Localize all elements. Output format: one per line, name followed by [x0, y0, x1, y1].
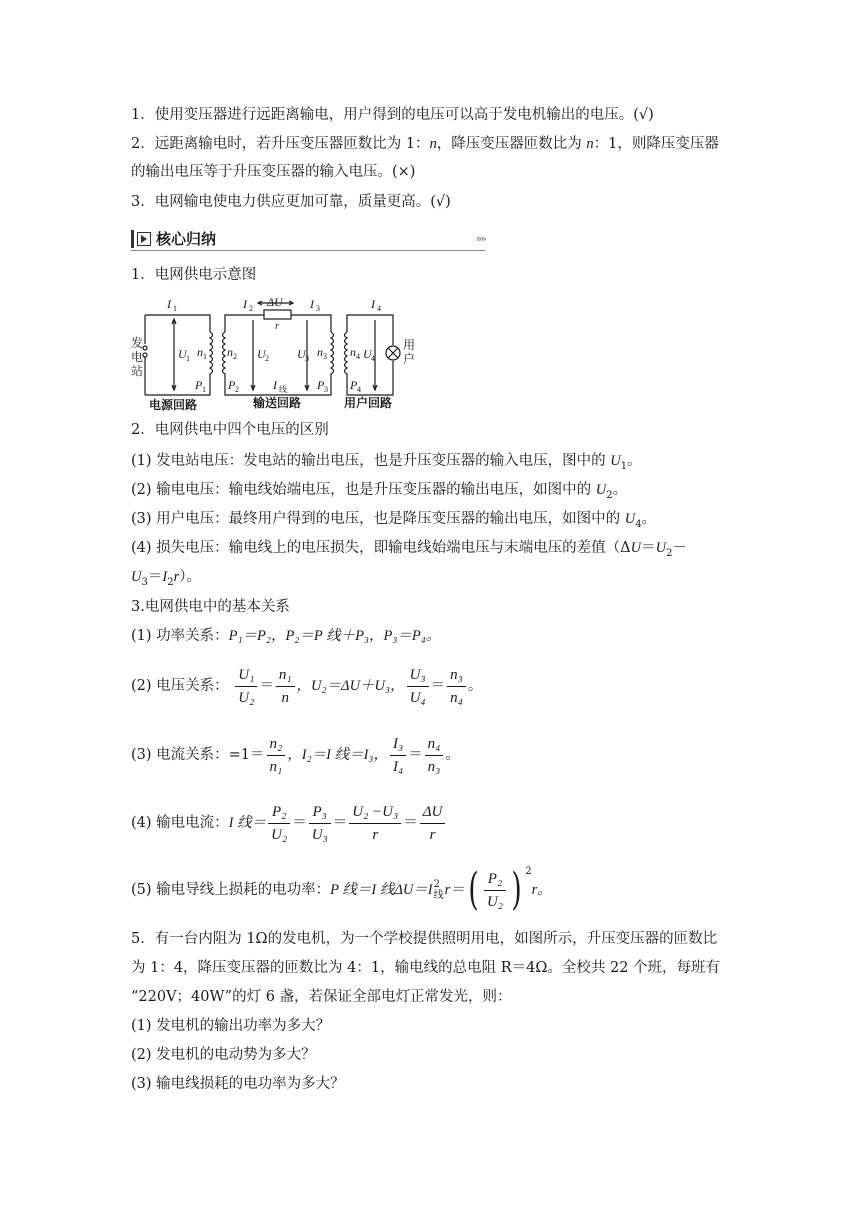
label-i1: I: [167, 297, 171, 311]
voltage-item-2-sub: 2: [606, 489, 613, 501]
voltage-item-4-eq: ＝: [641, 540, 656, 556]
problem-line-1: 5．有一台内阻为 1Ω的发电机，为一个学校提供照明用电，如图所示，升压变压器的匝数比: [131, 931, 718, 947]
fraction-p3-u3: [309, 802, 331, 845]
problem-question-1: (1) 发电机的输出功率为多大？: [131, 1018, 331, 1034]
label-i4-sub: 4: [377, 304, 381, 313]
relation-power-loss-square: 2: [525, 866, 532, 878]
voltage-item-4-i2-sub: 2: [167, 576, 174, 588]
problem-question-2: (2) 发电机的电动势为多大？: [131, 1047, 316, 1063]
voltage-item-4-end: ）。: [179, 569, 201, 585]
fraction-n3-n4-num: n₃: [447, 665, 466, 687]
label-loop-source: 电源回路: [149, 398, 198, 412]
label-r: r: [275, 321, 279, 332]
right-paren: ): [511, 864, 522, 915]
label-n2: n: [227, 345, 233, 359]
judgment-item-2-text-b: ，降压变压器匝数比为: [436, 136, 587, 152]
voltages-heading: 2．电网供电中四个电压的区别: [131, 422, 329, 438]
fraction-n2-n1-num: n₂: [267, 734, 286, 756]
label-u3-sub: 3: [305, 354, 309, 363]
relation-current: (3) 电流关系：=1＝ $\frac{\text{n₂}}{\text{n₁}}$ ，I₂＝I 线＝I₃， $\frac{\text{I₃}}{\text{I₄}}$ ＝ $\frac{\text{n₄}}{\text{n₃}}$ 。: [131, 735, 460, 775]
relation-voltage: (2) 电压关系： $\frac{\text{U₁}}{\text{U₂}}$ ＝ $\frac{\text{n₁}}{n}$ ，U₂＝ΔU＋U₃， $\frac{\text{U₃}}{\text{U₄}}$ ＝ $\frac{\text{n₃}}{\text{n₄}}$ 。: [131, 666, 483, 706]
voltage-item-4: [131, 538, 687, 558]
relation-power-label: (1) 功率关系：: [131, 628, 229, 644]
fraction-u3-u4: [407, 665, 429, 708]
voltage-item-2-text: (2) 输电电压：输电线始端电压，也是升压变压器的输出电压，如图中的: [131, 482, 596, 498]
label-iline-sub: 线: [279, 385, 287, 394]
fraction-p2-u2-sq-den: U₂: [486, 893, 504, 910]
problem-line-3: “220V；40W”的灯 6 盏，若保证全部电灯正常发光，则：: [131, 989, 512, 1005]
label-p1-sub: 1: [202, 385, 206, 394]
voltage-item-3-var: U: [624, 511, 636, 527]
voltage-item-2: [131, 480, 627, 500]
coil-n3: [331, 332, 334, 378]
label-user-1: 用: [403, 338, 416, 352]
label-user-2: 户: [403, 352, 416, 366]
voltage-item-4-i2: I: [162, 569, 168, 585]
label-u4: U: [363, 347, 372, 361]
diagram-heading: 1．电网供电示意图: [131, 267, 257, 283]
relation-current-mid: ，I₂＝I 线＝I₃，: [287, 747, 388, 763]
relation-voltage-label: (2) 电压关系：: [131, 678, 229, 694]
voltage-item-1-sub: 1: [620, 460, 628, 472]
voltage-item-4-minus: －: [672, 540, 687, 556]
voltage-item-4-u3-sub: 3: [141, 576, 148, 588]
fraction-n1-n: [276, 665, 295, 708]
section-header-bar: [131, 230, 134, 248]
fraction-u3-u4-den: U₄: [409, 689, 426, 706]
fraction-p2-u2-sq: [484, 869, 506, 912]
voltage-item-4-text: (4) 损失电压：输电线上的电压损失，即输电线始端电压与末端电压的差值（Δ: [131, 540, 631, 556]
label-p4: P: [350, 378, 358, 392]
label-n1-sub: 1: [203, 352, 207, 361]
voltage-item-4-du: U: [630, 540, 642, 556]
section-header: [131, 228, 485, 250]
voltage-item-3: [131, 509, 656, 529]
label-n3-sub: 3: [323, 352, 327, 361]
relation-power-formula: P₁＝P₂，P₂＝P 线＋P₃，P₃＝P₄。: [228, 628, 441, 644]
fraction-p3-u3-num: P₃: [309, 802, 331, 824]
voltage-item-4-r: r: [173, 569, 180, 585]
label-gen-2: 电: [131, 350, 144, 364]
fraction-n3-n4: [447, 665, 466, 708]
play-icon: [137, 232, 151, 246]
relation-line-current: (4) 输电电流：I 线＝ $\frac{\text{P₂}}{\text{U₂}}$ ＝ $\frac{\text{P₃}}{\text{U₃}}$ ＝ $\frac{\text{U₂ −U₃}}{r}$ ＝ $\frac{\Delta U}{r}$: [131, 801, 447, 845]
judgment-item-2-var-n: n: [429, 136, 437, 152]
fraction-n4-n3-num: n₄: [425, 734, 444, 756]
voltage-item-4-eq2: ＝: [147, 569, 163, 585]
fraction-du-r: [420, 802, 446, 845]
label-n4-sub: 4: [356, 352, 360, 361]
label-p3: P: [317, 378, 325, 392]
judgment-item-3: 3．电网输电使电力供应更加可靠，质量更高。(√): [131, 194, 451, 210]
lamp-cross: [388, 348, 398, 358]
label-n4: n: [350, 345, 356, 359]
fraction-u1-u2-num: U₁: [235, 665, 257, 687]
voltage-item-4-u3: U: [131, 569, 142, 585]
relation-voltage-mid: ，U₂＝ΔU＋U₃，: [296, 678, 405, 694]
coil-n4: [345, 332, 348, 378]
label-i1-sub: 1: [173, 304, 177, 313]
voltage-item-4-cont: [131, 567, 201, 587]
fraction-p2-u2-sq-num: P₂: [484, 869, 506, 891]
voltage-item-2-end: 。: [612, 482, 628, 498]
relation-voltage-end: 。: [467, 678, 483, 694]
voltage-item-3-sub: 4: [635, 518, 642, 530]
label-u3: U: [297, 347, 306, 361]
fraction-u2mu3-r-num: U₂ −U₃: [349, 802, 401, 824]
relations-heading: 3.电网供电中的基本关系: [131, 599, 290, 615]
fraction-p2-u2-num: P₂: [268, 802, 290, 824]
loop3-wire-top: [347, 315, 393, 345]
fraction-n1-n-num: n₁: [276, 665, 295, 687]
label-gen-3: 站: [131, 364, 144, 378]
label-du: ΔU: [267, 295, 283, 309]
coil-n2: [223, 332, 226, 378]
relation-power-loss: [131, 866, 552, 914]
voltage-item-1-end: 。: [627, 453, 642, 469]
generator-terminal-bottom: [143, 353, 147, 357]
relation-power-loss-supsub: [434, 879, 444, 901]
fraction-u1-u2-den: U₂: [238, 689, 255, 706]
label-n1: n: [197, 345, 203, 359]
generator-terminal-top: [143, 346, 147, 350]
label-u1-sub: 1: [186, 354, 190, 363]
relation-current-label: (3) 电流关系：: [131, 747, 229, 763]
label-i3-sub: 3: [316, 304, 320, 313]
double-chevron-icon: »»: [475, 232, 485, 245]
label-iline: I: [273, 378, 277, 392]
loop2-wire-top-right: [291, 315, 331, 332]
left-paren: (: [468, 864, 479, 915]
fraction-p2-u2: [268, 802, 290, 845]
fraction-u3-u4-num: U₃: [407, 665, 429, 687]
relation-power-loss-sup: 2: [433, 879, 441, 890]
coil-n1: [210, 332, 213, 378]
relation-current-pre: =1＝: [228, 747, 265, 763]
label-p3-sub: 3: [324, 385, 328, 394]
voltage-item-2-var: U: [595, 482, 607, 498]
judgment-item-1: 1．使用变压器进行远距离输电，用户得到的电压可以高于发电机输出的电压。(√): [131, 107, 654, 123]
problem-line-2: 为 1：4，降压变压器的匝数比为 4：1，输电线的总电阻 R＝4Ω。全校共 22 个班，每班有: [131, 960, 721, 976]
voltage-item-1-var: U: [610, 453, 621, 469]
label-p1: P: [195, 378, 203, 392]
loop2-wire-top-left: [225, 315, 264, 332]
label-u4-sub: 4: [371, 354, 375, 363]
relation-power-loss-end: r。: [531, 882, 552, 898]
fraction-n4-n3: [425, 734, 444, 777]
judgment-item-2: [131, 134, 719, 154]
fraction-n4-n3-den: n₃: [427, 758, 441, 775]
problem-question-3: (3) 输电线损耗的电功率为多大？: [131, 1076, 345, 1092]
fraction-u2mu3-r: [349, 802, 401, 845]
relation-power: [131, 626, 440, 646]
relation-power-loss-sub: 线: [433, 890, 444, 901]
fraction-u2mu3-r-den: r: [372, 826, 379, 843]
voltage-item-1: [131, 451, 642, 471]
label-i4: I: [371, 297, 375, 311]
section-header-title: 核心归纳: [156, 230, 217, 248]
relation-line-current-pre: I 线＝: [228, 815, 267, 831]
voltage-item-3-text: (3) 用户电压：最终用户得到的电压，也是降压变压器的输出电压，如图中的: [131, 511, 625, 527]
voltage-item-3-end: 。: [641, 511, 657, 527]
voltage-item-4-u2: U: [655, 540, 667, 556]
fraction-n1-n-den: n: [281, 689, 289, 706]
judgment-item-2-var-n2: n: [586, 136, 594, 152]
relation-power-loss-pre: P 线＝I 线ΔU＝I: [330, 882, 433, 898]
fraction-n3-n4-den: n₄: [450, 689, 463, 706]
loop1-wire-top: [145, 315, 210, 332]
relation-power-loss-mid: r＝: [444, 882, 465, 898]
judgment-item-2-cont: 的输出电压等于升压变压器的输入电压。(×): [131, 164, 416, 180]
label-u1: U: [178, 347, 187, 361]
judgment-item-2-text-c: ：1，则降压变压器: [593, 136, 719, 152]
label-p4-sub: 4: [357, 385, 361, 394]
label-i3: I: [310, 297, 314, 311]
resistor-r: [264, 310, 291, 319]
label-loop-transmission: 输送回路: [253, 396, 302, 410]
label-n2-sub: 2: [233, 352, 237, 361]
relation-line-current-label: (4) 输电电流：: [131, 815, 229, 831]
fraction-du-r-den: r: [429, 826, 436, 843]
section-header-underline: [131, 250, 485, 251]
fraction-n2-n1-den: n₁: [269, 758, 283, 775]
label-n3: n: [317, 345, 323, 359]
fraction-p3-u3-den: U₃: [311, 826, 328, 843]
fraction-u1-u2: [235, 665, 257, 708]
voltage-item-4-u2-sub: 2: [666, 547, 673, 559]
relation-power-loss-label: (5) 输电导线上损耗的电功率：: [131, 882, 331, 898]
label-i2: I: [243, 297, 247, 311]
judgment-item-2-text-a: 2．远距离输电时，若升压变压器匝数比为 1：: [131, 136, 430, 152]
fraction-du-r-num: ΔU: [420, 802, 446, 824]
voltage-item-1-text: (1) 发电站电压：发电站的输出电压，也是升压变压器的输入电压，图中的: [131, 453, 611, 469]
fraction-i3-i4-den: I₄: [392, 758, 404, 775]
label-loop-user: 用户回路: [344, 396, 393, 410]
power-grid-diagram: [131, 293, 431, 413]
label-p2-sub: 2: [235, 385, 239, 394]
label-u2-sub: 2: [265, 354, 269, 363]
fraction-n2-n1: [267, 734, 286, 777]
fraction-p2-u2-den: U₂: [271, 826, 288, 843]
fraction-i3-i4: [390, 734, 406, 777]
fraction-i3-i4-num: I₃: [390, 734, 406, 756]
label-p2: P: [228, 378, 236, 392]
loop2-wire-bottom: [225, 378, 331, 395]
label-i2-sub: 2: [249, 304, 253, 313]
label-u2: U: [257, 347, 266, 361]
label-gen-1: 发: [131, 336, 144, 350]
relation-current-end: 。: [445, 747, 460, 763]
